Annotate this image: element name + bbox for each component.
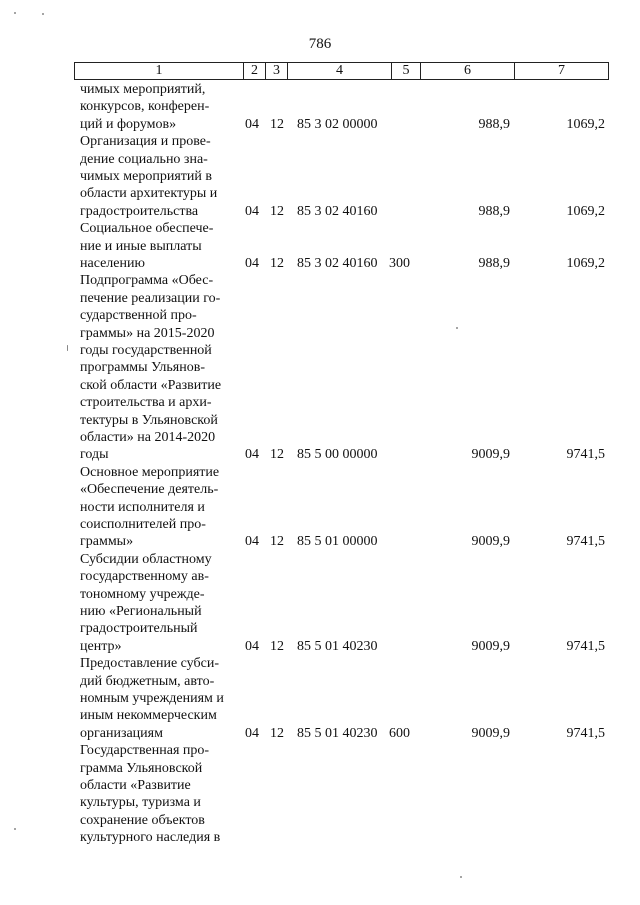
description-line: Государственная про-: [80, 743, 210, 759]
cell-col-3: 12: [270, 255, 284, 271]
description-line: программы Ульянов-: [80, 360, 205, 376]
description-line: Социальное обеспече-: [80, 221, 214, 237]
cell-col-2: 04: [245, 534, 259, 550]
cell-col-4: 85 5 01 40230: [297, 638, 378, 654]
cell-col-7: 1069,2: [566, 255, 605, 271]
description-line: годы государственной: [80, 343, 212, 359]
description-line: Подпрограмма «Обес-: [80, 273, 214, 289]
cell-col-6: 988,9: [478, 116, 510, 132]
description-line: грамма Ульяновской: [80, 760, 203, 776]
row-description: [80, 272, 240, 463]
header-col-6: 6: [421, 63, 515, 80]
scan-speck: [42, 13, 44, 15]
page-number: 786: [308, 36, 332, 52]
description-line: сударственной про-: [80, 308, 197, 324]
cell-col-4: 85 3 02 40160: [297, 203, 378, 219]
cell-col-2: 04: [245, 638, 259, 654]
row-description: [80, 742, 240, 846]
cell-col-4: 85 5 01 40230: [297, 725, 378, 741]
description-line: соисполнителей про-: [80, 517, 206, 533]
cell-col-3: 12: [270, 534, 284, 550]
description-line: сохранение объектов: [80, 812, 205, 828]
cell-col-4: 85 5 01 00000: [297, 534, 378, 550]
description-line: области «Развитие: [80, 778, 191, 793]
description-line: годы: [80, 447, 109, 463]
scan-speck: [67, 345, 68, 351]
scan-speck: [14, 12, 16, 14]
cell-col-5: 600: [389, 725, 410, 741]
cell-col-3: 12: [270, 203, 284, 219]
cell-col-4: 85 3 02 40160: [297, 255, 378, 271]
description-line: ций и форумов»: [80, 116, 177, 132]
description-line: иным некоммерческим: [80, 708, 217, 724]
description-line: ние и иные выплаты: [80, 238, 202, 254]
row-description: [80, 220, 240, 272]
row-description: [80, 133, 240, 220]
cell-col-7: 9741,5: [566, 447, 605, 463]
cell-col-6: 9009,9: [471, 725, 510, 741]
row-description: [80, 81, 240, 133]
cell-col-6: 9009,9: [471, 447, 510, 463]
description-line: нию «Региональный: [80, 604, 202, 620]
scan-speck: [460, 876, 462, 878]
cell-col-2: 04: [245, 116, 259, 132]
description-line: центр»: [80, 638, 122, 654]
cell-col-6: 9009,9: [471, 638, 510, 654]
column-header-table: [74, 62, 609, 80]
description-line: области» на 2014-2020: [80, 430, 216, 446]
description-line: ской области «Развитие: [80, 377, 222, 393]
cell-col-4: 85 5 00 00000: [297, 447, 378, 463]
header-col-3: 3: [266, 63, 288, 80]
cell-col-3: 12: [270, 116, 284, 132]
description-line: строительства и архи-: [80, 395, 212, 411]
description-line: чимых мероприятий,: [80, 82, 206, 97]
scan-speck: [456, 327, 458, 329]
description-line: чимых мероприятий в: [80, 169, 213, 184]
header-col-4: 4: [288, 63, 392, 80]
description-line: государственному ав-: [80, 569, 209, 585]
row-description: [80, 655, 240, 742]
description-line: Предоставление субси-: [80, 656, 219, 672]
cell-col-7: 1069,2: [566, 116, 605, 132]
description-line: градостроительный: [80, 621, 198, 637]
description-line: граммы» на 2015-2020: [80, 325, 215, 341]
description-line: конкурсов, конферен-: [80, 99, 210, 115]
header-col-1: 1: [75, 63, 244, 80]
cell-col-3: 12: [270, 638, 284, 654]
cell-col-2: 04: [245, 725, 259, 741]
description-line: граммы»: [80, 534, 134, 550]
description-line: организациям: [80, 725, 163, 741]
description-line: градостроительства: [80, 203, 199, 219]
description-line: дение социально зна-: [80, 151, 208, 167]
cell-col-7: 9741,5: [566, 725, 605, 741]
description-line: Основное мероприятие: [80, 464, 220, 480]
row-description: [80, 464, 240, 551]
cell-col-2: 04: [245, 203, 259, 219]
cell-col-7: 9741,5: [566, 534, 605, 550]
header-col-2: 2: [244, 63, 266, 80]
description-line: печение реализации го-: [80, 290, 221, 306]
cell-col-3: 12: [270, 725, 284, 741]
description-line: области архитектуры и: [80, 186, 218, 202]
cell-col-5: 300: [389, 255, 410, 271]
description-line: Организация и прове-: [80, 134, 211, 150]
cell-col-2: 04: [245, 447, 259, 463]
cell-col-7: 1069,2: [566, 203, 605, 219]
description-line: дий бюджетным, авто-: [80, 673, 215, 689]
description-line: ности исполнителя и: [80, 499, 205, 515]
description-line: тономному учрежде-: [80, 586, 205, 602]
header-col-7: 7: [515, 63, 609, 80]
cell-col-6: 988,9: [478, 255, 510, 271]
cell-col-7: 9741,5: [566, 638, 605, 654]
description-line: «Обеспечение деятель-: [80, 482, 219, 498]
cell-col-3: 12: [270, 447, 284, 463]
cell-col-6: 988,9: [478, 203, 510, 219]
description-line: Субсидии областному: [80, 551, 212, 567]
cell-col-2: 04: [245, 255, 259, 271]
description-line: тектуры в Ульяновской: [80, 412, 218, 428]
row-description: [80, 551, 240, 655]
description-line: населению: [80, 256, 145, 271]
cell-col-6: 9009,9: [471, 534, 510, 550]
description-line: номным учреждениям и: [80, 691, 224, 706]
description-line: культурного наследия в: [80, 830, 221, 846]
cell-col-4: 85 3 02 00000: [297, 116, 378, 132]
scan-speck: [14, 828, 16, 830]
header-col-5: 5: [392, 63, 421, 80]
description-line: культуры, туризма и: [80, 795, 201, 811]
